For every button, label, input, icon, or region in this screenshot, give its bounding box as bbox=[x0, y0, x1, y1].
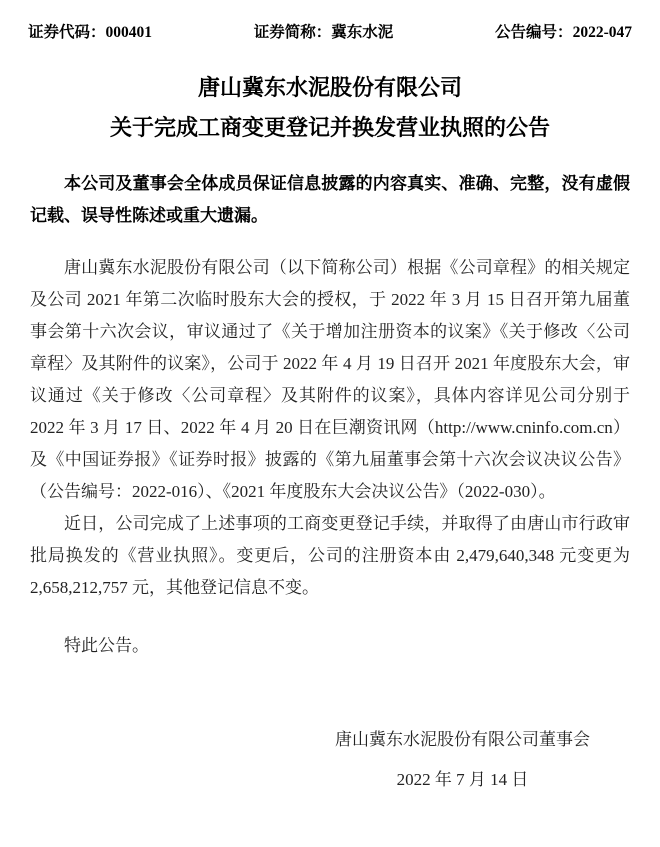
page-title-line2: 关于完成工商变更登记并换发营业执照的公告 bbox=[109, 115, 550, 140]
body-paragraph-2: 近日，公司完成了上述事项的工商变更登记手续，并取得了由唐山市行政审批局换发的《营业执照》。变更后，公司的注册资本由 2,479,640,348 元变更为 2,658,212,757 元，其他登记信息不变。 bbox=[30, 514, 630, 597]
securities-header-row bbox=[0, 20, 660, 42]
stock-code-label: 证券代码： bbox=[28, 24, 106, 41]
disclosure-statement: 本公司及董事会全体成员保证信息披露的内容真实、准确、完整，没有虚假记载、误导性陈述或重大遗漏。 bbox=[30, 174, 630, 225]
stock-code-value: 000401 bbox=[105, 24, 153, 41]
closing-line: 特此公告。 bbox=[64, 636, 149, 655]
signature-company: 唐山冀东水泥股份有限公司董事会 bbox=[335, 730, 590, 749]
page-title-line1: 唐山冀东水泥股份有限公司 bbox=[197, 75, 462, 100]
page-title bbox=[0, 68, 660, 148]
body-paragraph-1: 唐山冀东水泥股份有限公司（以下简称公司）根据《公司章程》的相关规定及公司 2021 年第二次临时股东大会的授权，于 2022 年 3 月 15 日召开第九届董事会第十六次会议，审议通过了《关于增加注册资本的议案》《关于修改〈公司章程〉及其附件的议案》，公司于 2022 年 4 月 19 日召开 2021 年度股东大会，审议通过《关于修改〈公司章程〉及其附件的议案》，具体内容详见公司分别于 2022 年 3 月 17 日、2022 年 4 月 20 日在巨潮资讯网（http://www.cninfo.com.cn）及《中国证券报》《证券时报》披露的《第九届董事会第十六次会议决议公告》（公告编号：2022-016）、《2021 年度股东大会决议公告》（2022-030）。 bbox=[30, 258, 630, 501]
stock-name-value: 冀东水泥 bbox=[331, 24, 394, 41]
notice-number-label: 公告编号： bbox=[495, 24, 573, 41]
notice-number-field bbox=[495, 20, 632, 42]
stock-name-label: 证券简称： bbox=[253, 24, 332, 41]
stock-code-field bbox=[28, 20, 152, 42]
signature-date: 2022 年 7 月 14 日 bbox=[396, 770, 529, 789]
stock-name-field bbox=[254, 20, 394, 42]
notice-number-value: 2022-047 bbox=[572, 24, 632, 41]
signature-block bbox=[335, 720, 590, 800]
